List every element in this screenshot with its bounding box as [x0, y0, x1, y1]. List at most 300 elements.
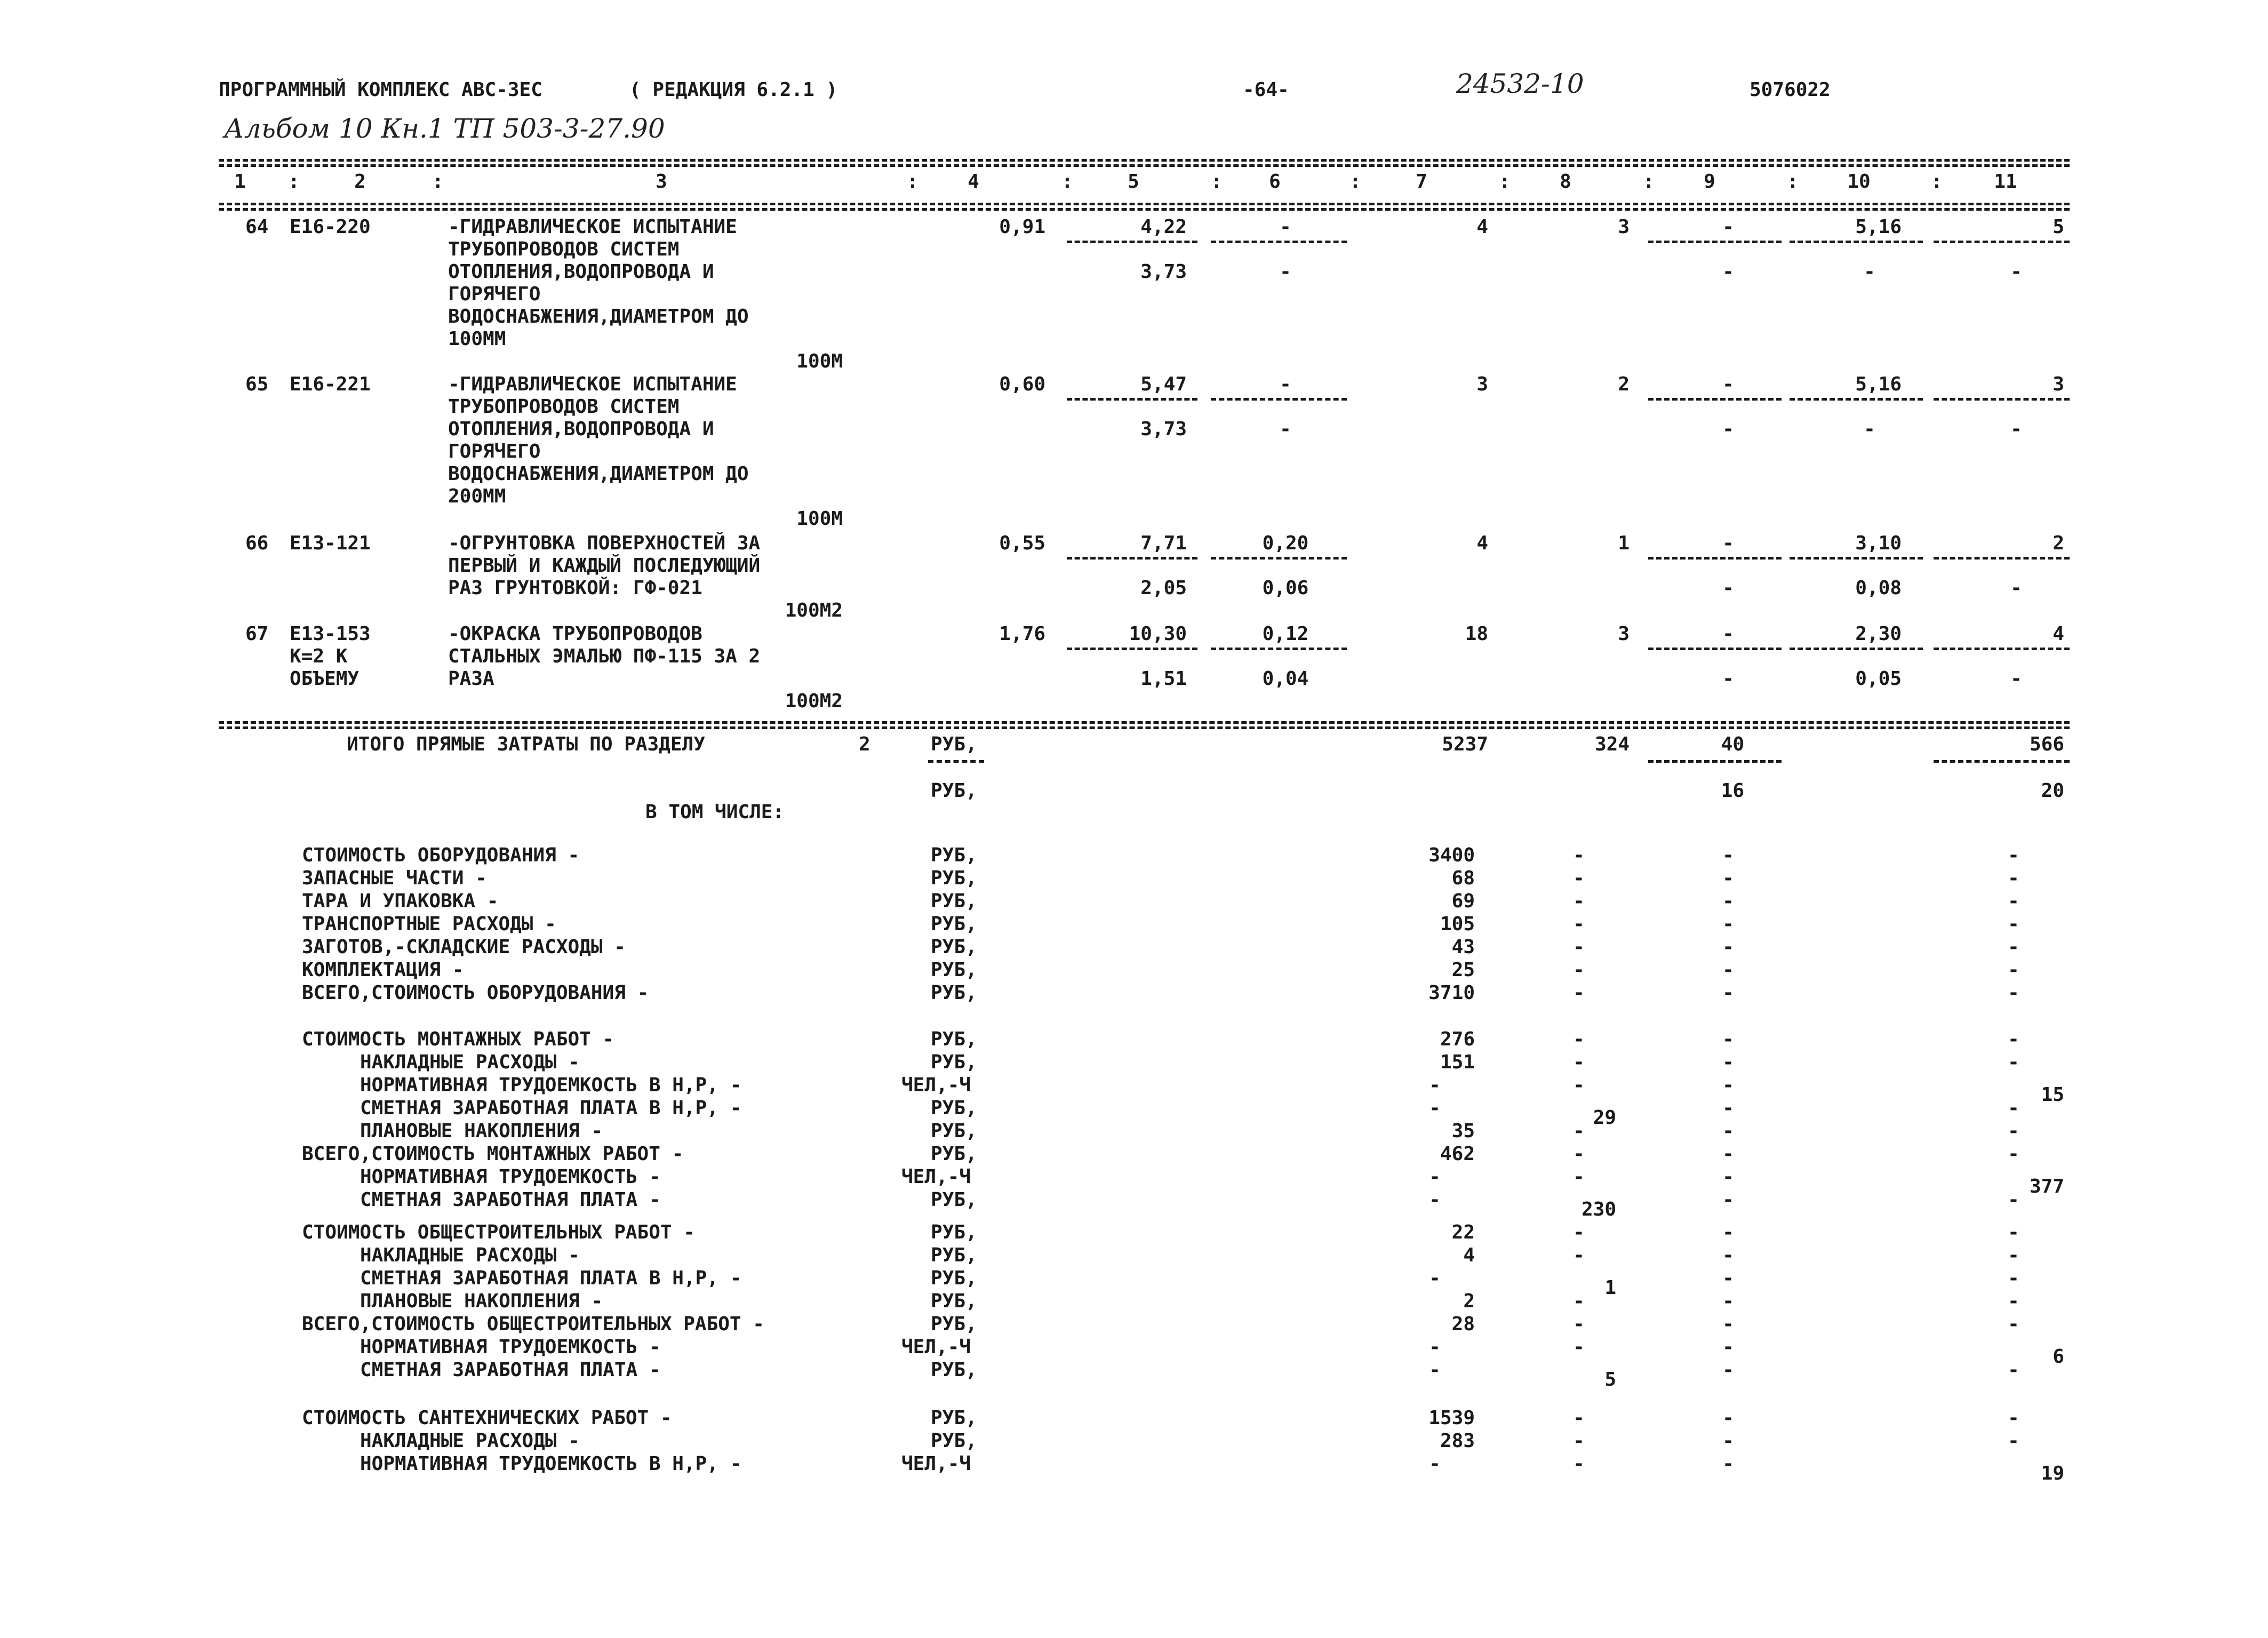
cell-col11: 2 — [2053, 532, 2064, 554]
cell-col10: 3,10 — [1855, 532, 1902, 554]
summary-col8: - — [1573, 959, 1585, 981]
header-bottom-rule — [219, 208, 2070, 211]
column-header-8: 8 — [1560, 171, 1571, 193]
totals-col11: 566 — [2029, 733, 2064, 755]
summary-unit: РУБ, — [931, 890, 977, 912]
row-description: ГОРЯЧЕГО — [448, 441, 541, 462]
summary-col8: - — [1573, 913, 1585, 935]
summary-unit: РУБ, — [931, 867, 977, 889]
cell-col10-sub: - — [1864, 261, 1875, 283]
row-description: ОТОПЛЕНИЯ,ВОДОПРОВОДА И — [448, 418, 714, 440]
cell-col11-sub: - — [2010, 261, 2022, 283]
cell-machine: - — [1280, 373, 1291, 395]
cell-price: 5,47 — [1140, 373, 1187, 395]
summary-col8: - — [1573, 1166, 1585, 1188]
summary-label: ТАРА И УПАКОВКА - — [302, 890, 499, 912]
cell-price: 4,22 — [1140, 216, 1187, 238]
summary-col9: - — [1722, 1189, 1734, 1211]
cell-col9: - — [1722, 623, 1734, 645]
summary-label: НОРМАТИВНАЯ ТРУДОЕМКОСТЬ - — [360, 1166, 661, 1188]
summary-label: НОРМАТИВНАЯ ТРУДОЕМКОСТЬ В Н,Р, - — [360, 1074, 742, 1096]
summary-col11: - — [2008, 1407, 2019, 1429]
cell-price: 7,71 — [1140, 532, 1187, 554]
summary-col8: 230 — [1581, 1198, 1616, 1220]
summary-col7: - — [1429, 1166, 1441, 1188]
summary-col8: - — [1573, 1407, 1585, 1429]
column-separator: : — [1931, 171, 1943, 193]
cell-machine-wages: 0,04 — [1262, 668, 1309, 690]
summary-unit: РУБ, — [931, 1028, 977, 1050]
summary-col7: 276 — [1440, 1028, 1475, 1050]
fraction-rule — [1067, 557, 1197, 560]
column-separator: : — [907, 171, 919, 193]
summary-col11: 6 — [2053, 1346, 2064, 1368]
row-number: 65 — [245, 373, 269, 395]
cell-total-wages: 3 — [1618, 623, 1630, 645]
fraction-rule — [1790, 557, 1923, 560]
summary-col7: 1539 — [1428, 1407, 1475, 1429]
summary-col7: - — [1429, 1453, 1441, 1475]
including-label: В ТОМ ЧИСЛЕ: — [645, 801, 785, 823]
summary-unit: РУБ, — [931, 844, 977, 866]
cell-quantity: 0,91 — [999, 216, 1045, 238]
summary-col7: 3710 — [1428, 982, 1475, 1004]
cell-col9: - — [1722, 216, 1734, 238]
cell-total: 18 — [1465, 623, 1488, 645]
summary-label: СМЕТНАЯ ЗАРАБОТНАЯ ПЛАТА В Н,Р, - — [360, 1097, 742, 1119]
summary-col9: - — [1722, 913, 1734, 935]
column-header-1: 1 — [234, 171, 246, 193]
fraction-rule — [1790, 241, 1923, 243]
cell-col10: 5,16 — [1855, 373, 1902, 395]
summary-col8: - — [1573, 1221, 1585, 1243]
cell-machine-wages: - — [1280, 418, 1291, 440]
summary-col7: 151 — [1440, 1051, 1475, 1073]
fraction-rule — [1934, 648, 2070, 650]
summary-col11: - — [2008, 959, 2019, 981]
summary-label: СТОИМОСТЬ ОБЩЕСТРОИТЕЛЬНЫХ РАБОТ - — [302, 1221, 695, 1243]
summary-label: ВСЕГО,СТОИМОСТЬ МОНТАЖНЫХ РАБОТ - — [302, 1143, 684, 1165]
totals-unit-rule — [928, 760, 984, 763]
summary-label: СТОИМОСТЬ МОНТАЖНЫХ РАБОТ - — [302, 1028, 614, 1050]
cell-col11: 4 — [2053, 623, 2064, 645]
cell-total-wages: 3 — [1618, 216, 1630, 238]
cell-col10-sub: - — [1864, 418, 1875, 440]
column-header-5: 5 — [1128, 171, 1139, 193]
summary-label: ПЛАНОВЫЕ НАКОПЛЕНИЯ - — [360, 1290, 603, 1312]
cell-col11-sub: - — [2010, 577, 2022, 599]
summary-col9: - — [1722, 982, 1734, 1004]
summary-col7: 462 — [1440, 1143, 1475, 1165]
fraction-rule — [1067, 648, 1197, 650]
totals-unit: РУБ, — [931, 733, 977, 755]
cell-col11-sub: - — [2010, 668, 2022, 690]
summary-unit: РУБ, — [931, 936, 977, 958]
cell-price-wages: 1,51 — [1140, 668, 1187, 690]
row-description: РАЗА — [448, 668, 494, 690]
cell-col9-sub: - — [1722, 668, 1734, 690]
summary-col8: - — [1573, 1313, 1585, 1335]
summary-col11: - — [2008, 1143, 2019, 1165]
row-description: СТАЛЬНЫХ ЭМАЛЬЮ ПФ-115 ЗА 2 — [448, 645, 761, 667]
summary-col7: 28 — [1451, 1313, 1475, 1335]
cell-col9: - — [1722, 532, 1734, 554]
summary-col11: - — [2008, 1051, 2019, 1073]
fraction-rule — [1934, 557, 2070, 560]
row-code: Е16-221 — [290, 373, 371, 395]
cell-col10: 2,30 — [1855, 623, 1902, 645]
summary-col11: - — [2008, 1221, 2019, 1243]
summary-label: НАКЛАДНЫЕ РАСХОДЫ - — [360, 1051, 580, 1073]
totals-col7: 5237 — [1442, 733, 1488, 755]
row-code: Е13-153 — [290, 623, 371, 645]
column-header-2: 2 — [354, 171, 366, 193]
summary-col9: - — [1722, 1336, 1734, 1358]
summary-col7: 105 — [1440, 913, 1475, 935]
summary-label: ЗАГОТОВ,-СКЛАДСКИЕ РАСХОДЫ - — [302, 936, 626, 958]
summary-col11: - — [2008, 867, 2019, 889]
summary-col9: - — [1722, 1313, 1734, 1335]
summary-col8: 1 — [1604, 1277, 1616, 1299]
summary-col7: 35 — [1451, 1120, 1475, 1142]
summary-col11: - — [2008, 936, 2019, 958]
program-edition: ( РЕДАКЦИЯ 6.2.1 ) — [629, 79, 838, 101]
row-code-note: К=2 К — [290, 645, 348, 667]
summary-col11: - — [2008, 982, 2019, 1004]
cell-col9-sub: - — [1722, 418, 1734, 440]
summary-col8: - — [1573, 936, 1585, 958]
totals-col9: 40 — [1721, 733, 1744, 755]
summary-col7: 283 — [1440, 1430, 1475, 1452]
summary-col11: - — [2008, 1189, 2019, 1211]
cell-total: 4 — [1476, 532, 1488, 554]
fraction-rule — [1648, 760, 1782, 763]
row-number: 66 — [245, 532, 269, 554]
cell-col10-sub: 0,08 — [1855, 577, 1902, 599]
fraction-rule — [1648, 398, 1782, 401]
column-header-11: 11 — [1994, 171, 2017, 193]
summary-col9: - — [1722, 1074, 1734, 1096]
cell-col11: 3 — [2053, 373, 2064, 395]
fraction-rule — [1648, 648, 1782, 650]
summary-col9: - — [1722, 1097, 1734, 1119]
row-description: ПЕРВЫЙ И КАЖДЫЙ ПОСЛЕДУЮЩИЙ — [448, 555, 761, 577]
summary-col8: - — [1573, 1051, 1585, 1073]
summary-col11: 15 — [2041, 1084, 2064, 1106]
summary-unit: РУБ, — [931, 959, 977, 981]
summary-col9: - — [1722, 1290, 1734, 1312]
summary-col11: 377 — [2029, 1176, 2064, 1197]
summary-label: НОРМАТИВНАЯ ТРУДОЕМКОСТЬ - — [360, 1336, 661, 1358]
summary-unit: РУБ, — [931, 1359, 977, 1381]
column-header-6: 6 — [1269, 171, 1281, 193]
column-header-7: 7 — [1416, 171, 1427, 193]
fraction-rule — [1067, 398, 1197, 401]
row-description: -ГИДРАВЛИЧЕСКОЕ ИСПЫТАНИЕ — [448, 216, 737, 238]
program-title: ПРОГРАММНЫЙ КОМПЛЕКС АВС-3ЕС — [219, 79, 542, 101]
summary-col11: - — [2008, 913, 2019, 935]
summary-col8: - — [1573, 867, 1585, 889]
row-description: -ГИДРАВЛИЧЕСКОЕ ИСПЫТАНИЕ — [448, 373, 737, 395]
page-number: -64- — [1243, 79, 1289, 101]
summary-col9: - — [1722, 1028, 1734, 1050]
summary-col9: - — [1722, 936, 1734, 958]
summary-unit: РУБ, — [931, 982, 977, 1004]
cell-total: 3 — [1476, 373, 1488, 395]
header-bottom-rule — [219, 203, 2070, 205]
summary-col7: - — [1429, 1097, 1441, 1119]
column-header-10: 10 — [1847, 171, 1871, 193]
cell-price: 10,30 — [1129, 623, 1187, 645]
summary-label: СМЕТНАЯ ЗАРАБОТНАЯ ПЛАТА В Н,Р, - — [360, 1267, 742, 1289]
summary-col9: - — [1722, 1166, 1734, 1188]
summary-unit: РУБ, — [931, 1097, 977, 1119]
column-separator: : — [288, 171, 300, 193]
cell-price-wages: 3,73 — [1140, 261, 1187, 283]
column-separator: : — [432, 171, 444, 193]
summary-unit: ЧЕЛ,-Ч — [901, 1166, 971, 1188]
summary-col11: - — [2008, 1359, 2019, 1381]
row-unit: 100М — [796, 508, 843, 530]
summary-col8: 5 — [1604, 1369, 1616, 1391]
summary-col11: - — [2008, 1244, 2019, 1266]
column-separator: : — [1787, 171, 1799, 193]
summary-unit: ЧЕЛ,-Ч — [901, 1453, 971, 1475]
summary-col7: 43 — [1451, 936, 1475, 958]
row-unit: 100М2 — [785, 600, 843, 621]
cell-quantity: 0,60 — [999, 373, 1045, 395]
row-unit: 100М — [796, 350, 843, 372]
summary-col7: - — [1429, 1189, 1441, 1211]
totals-section: 2 — [859, 733, 871, 755]
cell-col11: 5 — [2053, 216, 2064, 238]
totals-top-rule — [219, 726, 2070, 729]
summary-col7: 3400 — [1428, 844, 1475, 866]
fraction-rule — [1790, 398, 1923, 401]
totals-top-rule — [219, 721, 2070, 724]
cell-col10-sub: 0,05 — [1855, 668, 1902, 690]
row-description: 100ММ — [448, 328, 506, 350]
column-separator: : — [1499, 171, 1511, 193]
summary-label: ТРАНСПОРТНЫЕ РАСХОДЫ - — [302, 913, 556, 935]
totals-label: ИТОГО ПРЯМЫЕ ЗАТРАТЫ ПО РАЗДЕЛУ — [347, 733, 705, 755]
row-code: Е16-220 — [290, 216, 371, 238]
summary-unit: РУБ, — [931, 1221, 977, 1243]
cell-machine: - — [1280, 216, 1291, 238]
row-description: ГОРЯЧЕГО — [448, 283, 541, 305]
summary-label: ВСЕГО,СТОИМОСТЬ ОБЩЕСТРОИТЕЛЬНЫХ РАБОТ - — [302, 1313, 764, 1335]
summary-unit: РУБ, — [931, 913, 977, 935]
summary-col9: - — [1722, 844, 1734, 866]
table-top-rule — [219, 164, 2070, 167]
summary-unit: РУБ, — [931, 1189, 977, 1211]
summary-col7: 25 — [1451, 959, 1475, 981]
summary-col11: - — [2008, 1313, 2019, 1335]
cell-col9-sub: - — [1722, 577, 1734, 599]
summary-label: НАКЛАДНЫЕ РАСХОДЫ - — [360, 1244, 580, 1266]
summary-col8: - — [1573, 1290, 1585, 1312]
row-description: 200ММ — [448, 485, 506, 507]
row-description: ВОДОСНАБЖЕНИЯ,ДИАМЕТРОМ ДО — [448, 463, 749, 485]
summary-col11: - — [2008, 890, 2019, 912]
summary-unit: РУБ, — [931, 1051, 977, 1073]
summary-col11: - — [2008, 1430, 2019, 1452]
fraction-rule — [1211, 398, 1347, 401]
summary-unit: РУБ, — [931, 1244, 977, 1266]
summary-col7: - — [1429, 1336, 1441, 1358]
summary-col9: - — [1722, 890, 1734, 912]
summary-col8: - — [1573, 1074, 1585, 1096]
summary-col8: - — [1573, 1453, 1585, 1475]
summary-unit: РУБ, — [931, 1407, 977, 1429]
column-separator: : — [1349, 171, 1361, 193]
summary-col9: - — [1722, 1407, 1734, 1429]
row-number: 64 — [245, 216, 269, 238]
summary-label: ВСЕГО,СТОИМОСТЬ ОБОРУДОВАНИЯ - — [302, 982, 649, 1004]
summary-col8: - — [1573, 982, 1585, 1004]
summary-col11: - — [2008, 1290, 2019, 1312]
row-description: -ОГРУНТОВКА ПОВЕРХНОСТЕЙ ЗА — [448, 532, 761, 554]
fraction-rule — [1934, 760, 2070, 763]
summary-label: КОМПЛЕКТАЦИЯ - — [302, 959, 464, 981]
column-separator: : — [1643, 171, 1655, 193]
cell-machine: 0,20 — [1262, 532, 1309, 554]
summary-col7: - — [1429, 1359, 1441, 1381]
handwritten-album: Альбом 10 Кн.1 ТП 503-3-27.90 — [224, 113, 665, 144]
summary-col11: - — [2008, 1267, 2019, 1289]
summary-unit: РУБ, — [931, 1290, 977, 1312]
document-number: 5076022 — [1750, 79, 1831, 101]
cell-quantity: 0,55 — [999, 532, 1045, 554]
column-header-3: 3 — [656, 171, 667, 193]
cell-machine-wages: 0,06 — [1262, 577, 1309, 599]
row-code-note: ОБЪЕМУ — [290, 668, 360, 690]
summary-col9: - — [1722, 1244, 1734, 1266]
row-description: ТРУБОПРОВОДОВ СИСТЕМ — [448, 396, 680, 418]
cell-price-wages: 2,05 — [1140, 577, 1187, 599]
summary-unit: РУБ, — [931, 1267, 977, 1289]
summary-col9: - — [1722, 1221, 1734, 1243]
cell-total-wages: 1 — [1618, 532, 1630, 554]
summary-col7: 69 — [1451, 890, 1475, 912]
cell-col9: - — [1722, 373, 1734, 395]
summary-unit: ЧЕЛ,-Ч — [901, 1074, 971, 1096]
summary-col11: - — [2008, 1097, 2019, 1119]
summary-label: ЗАПАСНЫЕ ЧАСТИ - — [302, 867, 487, 889]
cell-total: 4 — [1476, 216, 1488, 238]
summary-col9: - — [1722, 1143, 1734, 1165]
summary-unit: РУБ, — [931, 1120, 977, 1142]
summary-col9: - — [1722, 1430, 1734, 1452]
column-separator: : — [1211, 171, 1223, 193]
summary-label: СТОИМОСТЬ ОБОРУДОВАНИЯ - — [302, 844, 580, 866]
summary-col7: 22 — [1451, 1221, 1475, 1243]
cell-col10: 5,16 — [1855, 216, 1902, 238]
summary-col9: - — [1722, 1267, 1734, 1289]
summary-label: НАКЛАДНЫЕ РАСХОДЫ - — [360, 1430, 580, 1452]
summary-col7: - — [1429, 1074, 1441, 1096]
row-description: -ОКРАСКА ТРУБОПРОВОДОВ — [448, 623, 702, 645]
summary-col8: - — [1573, 1120, 1585, 1142]
fraction-rule — [1934, 241, 2070, 243]
summary-col7: 2 — [1463, 1290, 1475, 1312]
row-description: РАЗ ГРУНТОВКОЙ: ГФ-021 — [448, 577, 702, 599]
summary-col8: - — [1573, 1244, 1585, 1266]
fraction-rule — [1211, 557, 1347, 560]
summary-label: СМЕТНАЯ ЗАРАБОТНАЯ ПЛАТА - — [360, 1359, 661, 1381]
fraction-rule — [1648, 557, 1782, 560]
row-number: 67 — [245, 623, 269, 645]
summary-unit: РУБ, — [931, 1313, 977, 1335]
summary-col8: - — [1573, 1143, 1585, 1165]
summary-unit: ЧЕЛ,-Ч — [901, 1336, 971, 1358]
table-top-rule — [219, 159, 2070, 162]
row-unit: 100М2 — [785, 690, 843, 712]
summary-col9: - — [1722, 1120, 1734, 1142]
cell-col9-sub: - — [1722, 261, 1734, 283]
summary-col8: - — [1573, 1028, 1585, 1050]
column-header-9: 9 — [1704, 171, 1715, 193]
totals-unit-2: РУБ, — [931, 780, 977, 802]
summary-col9: - — [1722, 867, 1734, 889]
column-separator: : — [1061, 171, 1073, 193]
fraction-rule — [1211, 241, 1347, 243]
summary-col9: - — [1722, 1359, 1734, 1381]
cell-col11-sub: - — [2010, 418, 2022, 440]
summary-col8: - — [1573, 1430, 1585, 1452]
cell-machine-wages: - — [1280, 261, 1291, 283]
row-description: ОТОПЛЕНИЯ,ВОДОПРОВОДА И — [448, 261, 714, 283]
summary-label: НОРМАТИВНАЯ ТРУДОЕМКОСТЬ В Н,Р, - — [360, 1453, 742, 1475]
totals-col9-sub: 16 — [1721, 780, 1744, 802]
totals-col11-sub: 20 — [2041, 780, 2064, 802]
summary-col9: - — [1722, 1051, 1734, 1073]
cell-machine: 0,12 — [1262, 623, 1309, 645]
row-description: ТРУБОПРОВОДОВ СИСТЕМ — [448, 238, 680, 260]
summary-label: ПЛАНОВЫЕ НАКОПЛЕНИЯ - — [360, 1120, 603, 1142]
summary-col11: - — [2008, 1028, 2019, 1050]
summary-col11: - — [2008, 844, 2019, 866]
row-code: Е13-121 — [290, 532, 371, 554]
row-description: ВОДОСНАБЖЕНИЯ,ДИАМЕТРОМ ДО — [448, 306, 749, 327]
cell-quantity: 1,76 — [999, 623, 1045, 645]
fraction-rule — [1648, 241, 1782, 243]
summary-label: СТОИМОСТЬ САНТЕХНИЧЕСКИХ РАБОТ - — [302, 1407, 672, 1429]
summary-col9: - — [1722, 959, 1734, 981]
fraction-rule — [1790, 648, 1923, 650]
summary-col7: 68 — [1451, 867, 1475, 889]
totals-col8: 324 — [1594, 733, 1630, 755]
summary-unit: РУБ, — [931, 1430, 977, 1452]
cell-total-wages: 2 — [1618, 373, 1630, 395]
fraction-rule — [1211, 648, 1347, 650]
summary-label: СМЕТНАЯ ЗАРАБОТНАЯ ПЛАТА - — [360, 1189, 661, 1211]
summary-col8: - — [1573, 890, 1585, 912]
summary-col7: 4 — [1463, 1244, 1475, 1266]
cell-price-wages: 3,73 — [1140, 418, 1187, 440]
summary-col8: 29 — [1593, 1107, 1616, 1129]
handwritten-code: 24532-10 — [1456, 68, 1584, 99]
column-header-4: 4 — [968, 171, 979, 193]
summary-col8: - — [1573, 844, 1585, 866]
summary-col8: - — [1573, 1336, 1585, 1358]
fraction-rule — [1067, 241, 1197, 243]
fraction-rule — [1934, 398, 2070, 401]
summary-col11: 19 — [2041, 1463, 2064, 1484]
summary-col7: - — [1429, 1267, 1441, 1289]
summary-col11: - — [2008, 1120, 2019, 1142]
summary-unit: РУБ, — [931, 1143, 977, 1165]
